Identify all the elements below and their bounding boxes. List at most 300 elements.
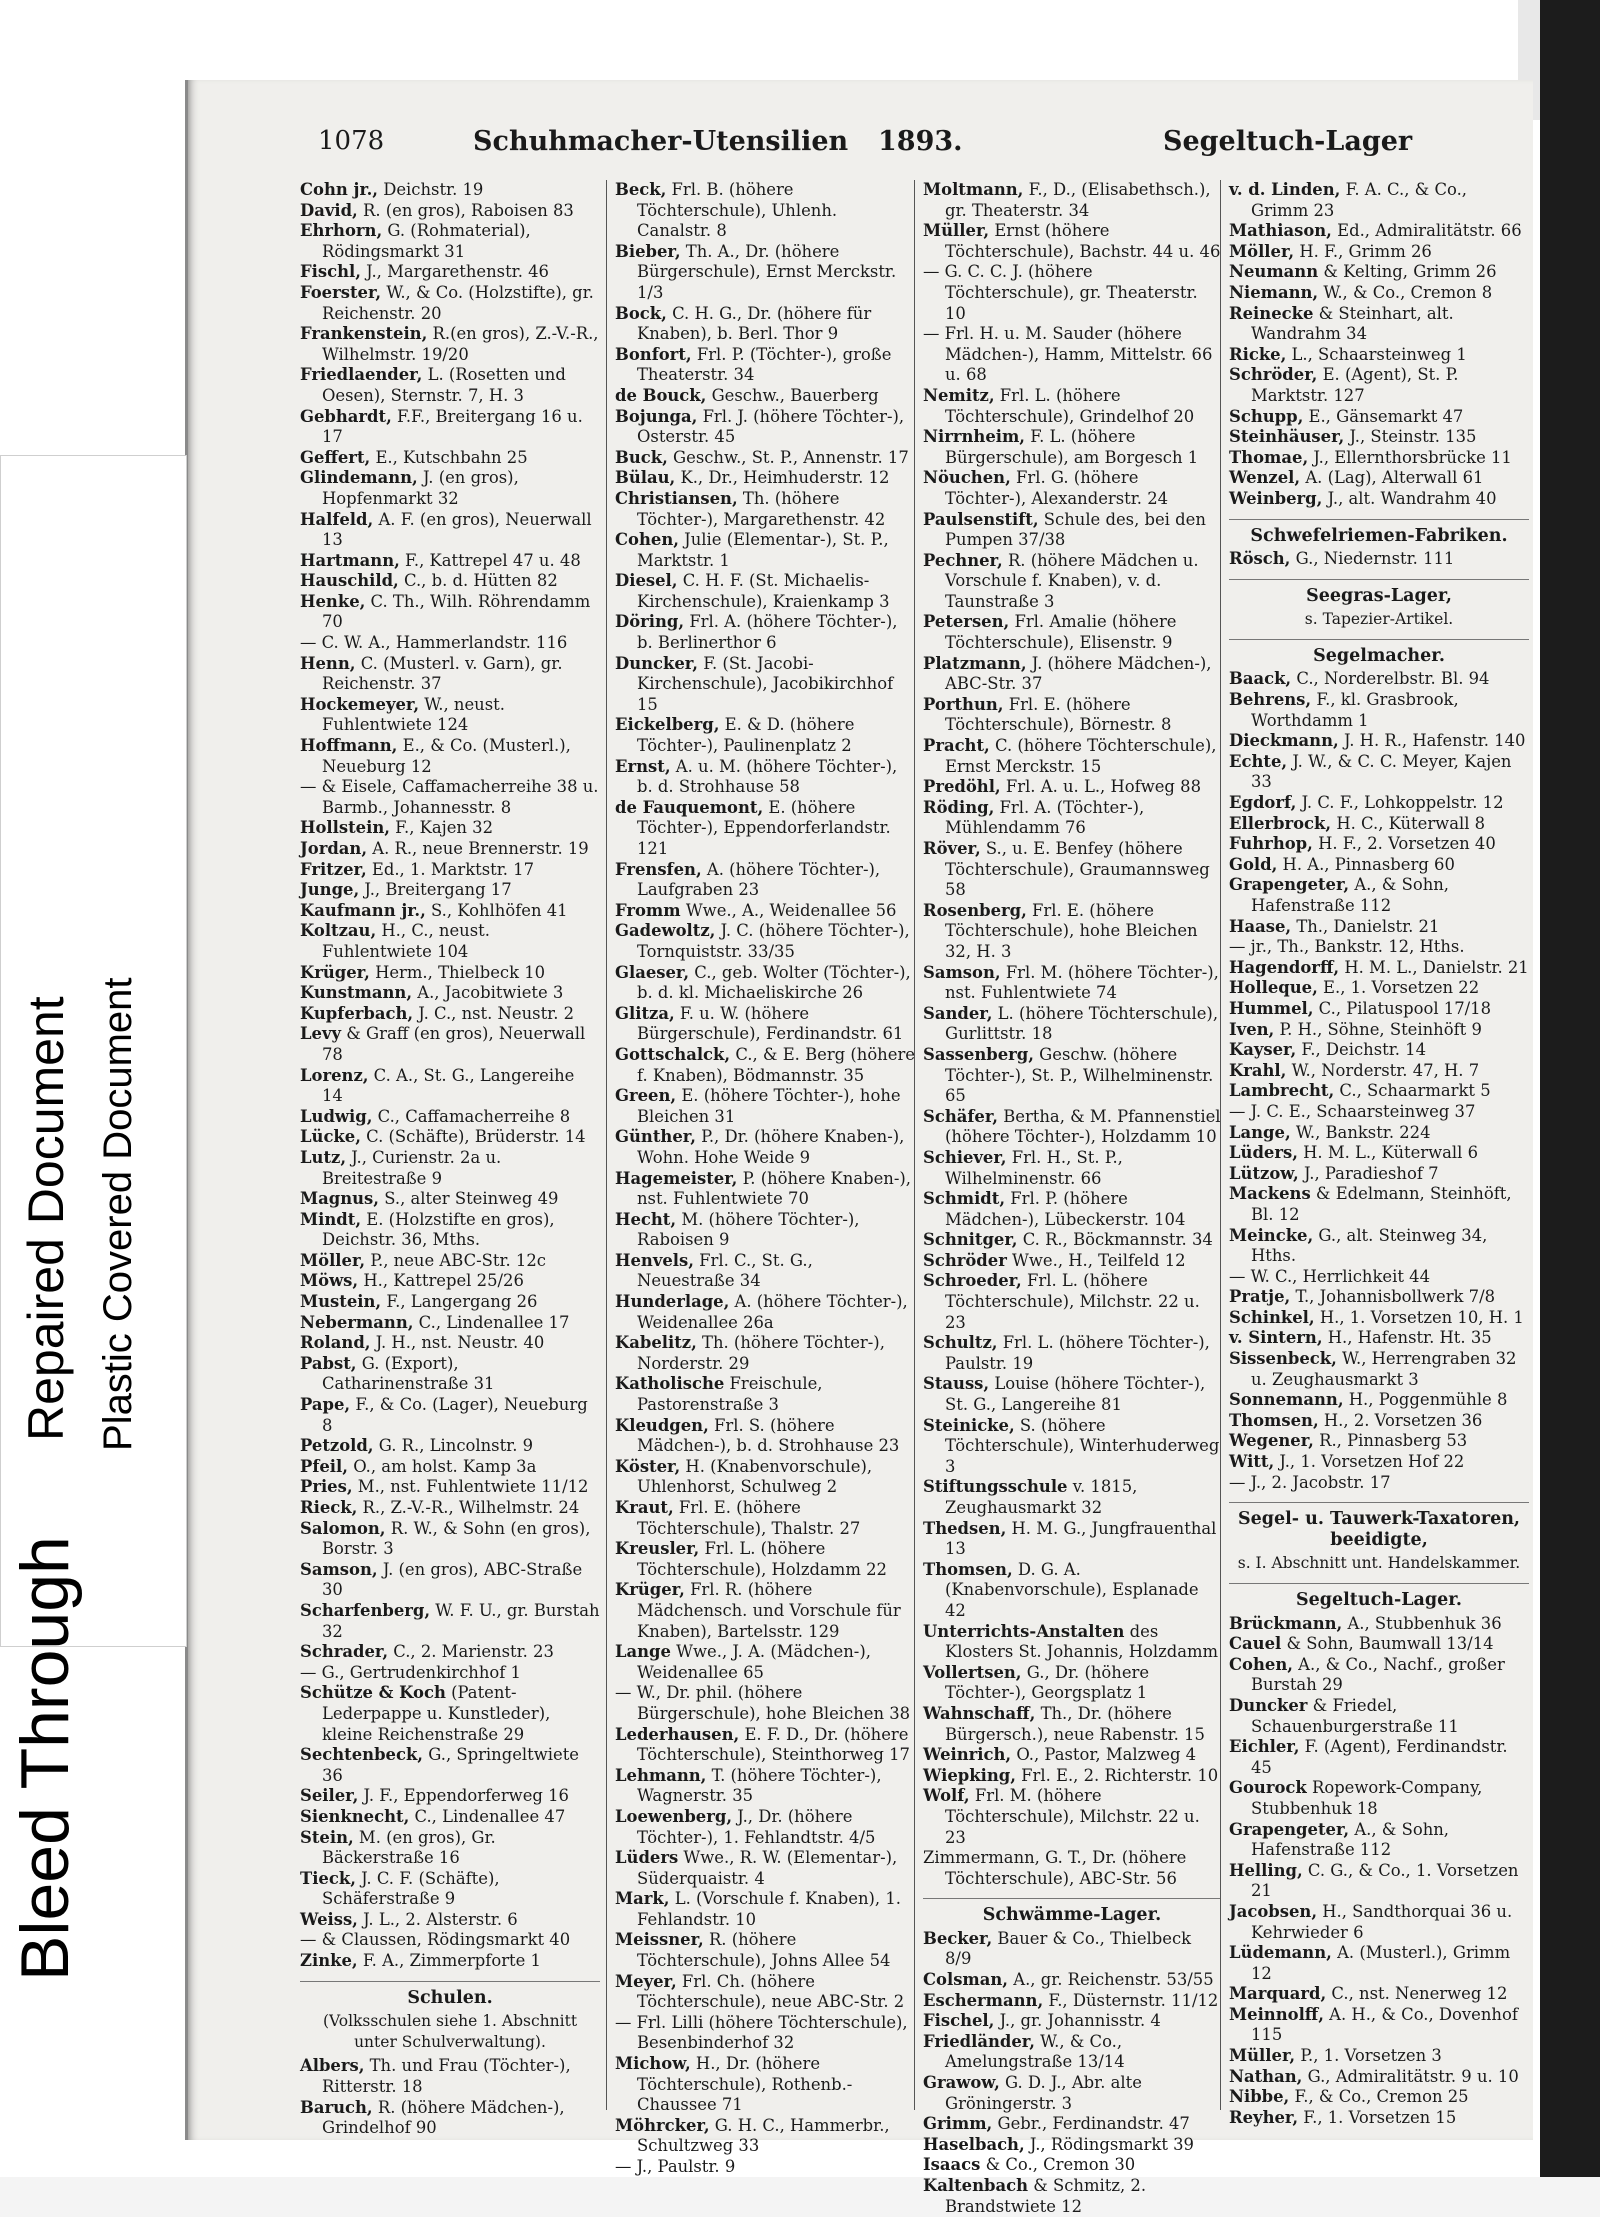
entry-name: Paulsenstift,: [923, 509, 1039, 529]
entry-details: G., Springeltwiete 36: [322, 1745, 580, 1785]
entry-details: R., Z.-V.-R., Wilhelmstr. 24: [362, 1498, 580, 1517]
entry-name: Pfeil,: [300, 1456, 348, 1476]
entry-name: Gebhardt,: [300, 406, 392, 426]
entry-details: Deichstr. 19: [383, 180, 484, 199]
entry-name: Dieckmann,: [1229, 731, 1339, 751]
entry-name: Levy: [300, 1024, 342, 1044]
entry-details: R. (höhere Mädchen-), Grindelhof 90: [322, 2097, 565, 2138]
entry-details: C. R., Böckmannstr. 34: [1022, 1230, 1213, 1250]
section-heading: Segeltuch-Lager.: [1229, 1583, 1529, 1611]
entry-details: G., Admiralitätstr. 9 u. 10: [1307, 2066, 1519, 2086]
directory-entry: [1229, 1102, 1529, 1123]
entry-name: Zinke,: [300, 1951, 358, 1971]
entry-name: Mindt,: [300, 1209, 362, 1229]
directory-entry: [923, 1148, 1221, 1189]
entry-details: L. (höhere Töchterschule), Gurlittstr. 18: [945, 1003, 1219, 1044]
entry-details: Ernst (höhere Töchterschule), Bachstr. 44 u. 46: [945, 221, 1221, 261]
directory-entry: [1229, 855, 1529, 876]
entry-name: Reinecke: [1229, 303, 1314, 323]
entry-details: G., Niedernstr. 111: [1295, 549, 1455, 569]
entry-name: Müller,: [923, 221, 990, 241]
directory-entry: [923, 1107, 1221, 1148]
directory-entry: [1229, 731, 1529, 752]
section-heading: Seegras-Lager,: [1229, 579, 1529, 607]
entry-name: Schinkel,: [1229, 1307, 1315, 1327]
entry-details: C. G., & Co., 1. Vorsetzen 21: [1251, 1860, 1519, 1901]
directory-entry: [615, 1333, 915, 1374]
entry-name: Fischel,: [923, 2011, 995, 2031]
entry-name: Samson,: [923, 962, 1001, 982]
directory-entry: [923, 262, 1221, 324]
directory-entry: [300, 283, 600, 324]
directory-entry: [300, 592, 600, 633]
entry-name: Unterrichts-Anstalten: [923, 1621, 1125, 1641]
entry-name: Green,: [615, 1086, 677, 1106]
directory-entry: [300, 695, 600, 736]
entry-details: F., kl. Grasbrook, Worthdamm 1: [1251, 690, 1459, 730]
directory-entry: [1229, 669, 1529, 690]
entry-name: Bülau,: [615, 468, 676, 488]
entry-details: A., Stubbenhuk 36: [1347, 1613, 1502, 1633]
entry-name: Hockemeyer,: [300, 694, 420, 714]
entry-name: Kraut,: [615, 1498, 674, 1517]
directory-entry: [923, 324, 1221, 386]
entry-name: Haselbach,: [923, 2134, 1025, 2154]
entry-name: Thomae,: [1229, 447, 1309, 467]
entry-details: J., Breitergang 17: [364, 880, 512, 900]
directory-entry: [1229, 978, 1529, 999]
directory-entry: [300, 1251, 600, 1272]
entry-details: C. Th., Wilh. Röhrendamm 70: [322, 591, 591, 632]
entry-name: Niemann,: [1229, 282, 1319, 302]
entry-details: C., geb. Wolter (Töchter-), b. d. kl. Michaeliskirche 26: [637, 962, 911, 1003]
entry-details: W., Herrengraben 32 u. Zeughausmarkt 3: [1251, 1349, 1517, 1389]
directory-entry: [923, 963, 1221, 1004]
entry-name: Fromm: [615, 900, 681, 920]
entry-name: Grapengeter,: [1229, 875, 1350, 895]
entry-name: Friedlaender,: [300, 365, 423, 385]
entry-details: S. (höhere Töchterschule), Winterhuderweg 3: [945, 1415, 1220, 1476]
directory-entry: [1229, 690, 1529, 731]
directory-entry: [1229, 814, 1529, 835]
directory-entry: [1229, 1349, 1529, 1390]
entry-name: Pechner,: [923, 550, 1003, 570]
directory-entry: [300, 1354, 600, 1395]
entry-name: Wolf,: [923, 1786, 970, 1806]
directory-entry: [300, 407, 600, 448]
entry-details: Frl. L. (höhere Töchterschule), Holzdamm 22: [637, 1539, 887, 1579]
entry-details: G., Dr. (höhere Töchter-), Georgsplatz 1: [945, 1662, 1150, 1703]
entry-details: E., & Co. (Musterl.), Neueburg 12: [322, 736, 571, 776]
directory-entry: [923, 798, 1221, 839]
directory-entry: [1229, 834, 1529, 855]
entry-name: Meyer,: [615, 1971, 677, 1991]
entry-details: Frl. J. (höhere Töchter-), Osterstr. 45: [637, 406, 905, 447]
directory-entry: [615, 1889, 915, 1930]
directory-entry: [1229, 262, 1529, 283]
entry-details: Frl. C., St. G., Neuestraße 34: [637, 1250, 813, 1291]
entry-name: Cauel: [1229, 1634, 1282, 1654]
directory-entry: [1229, 1614, 1529, 1635]
entry-name: Schnitger,: [923, 1230, 1018, 1250]
entry-details: & Steinhart, alt. Wandrahm 34: [1251, 303, 1454, 344]
entry-name: Möller,: [1229, 241, 1295, 261]
entry-details: J. C. F. (Schäfte), Schäferstraße 9: [322, 1868, 500, 1909]
entry-details: E., 1. Vorsetzen 22: [1323, 978, 1480, 998]
entry-name: Vollertsen,: [923, 1662, 1022, 1682]
entry-details: Frl. M. (höhere Töchter-), nst. Fuhlentwiete 74: [945, 962, 1219, 1003]
entry-details: — Frl. H. u. M. Sauder (höhere Mädchen-), Hamm, Mittelstr. 66 u. 68: [923, 324, 1213, 385]
entry-details: Frl. Amalie (höhere Töchterschule), Elisenstr. 9: [945, 612, 1177, 653]
entry-details: A. (Musterl.), Grimm 12: [1251, 1943, 1511, 1983]
directory-entry: [300, 1148, 600, 1189]
entry-details: S., Kohlhöfen 41: [431, 900, 568, 920]
entry-name: Meincke,: [1229, 1225, 1314, 1245]
section-heading: Schulen.: [300, 1981, 600, 2009]
directory-entry: [615, 1127, 915, 1168]
entry-details: C., Norderelbstr. Bl. 94: [1296, 669, 1490, 689]
entry-details: T. (höhere Töchter-), Wagnerstr. 35: [637, 1765, 882, 1806]
directory-entry: [615, 921, 915, 962]
entry-name: Roland,: [300, 1333, 371, 1353]
section-note: s. Tapezier-Artikel.: [1304, 610, 1454, 629]
entry-name: Witt,: [1229, 1452, 1275, 1472]
entry-details: F., Deichstr. 14: [1301, 1040, 1426, 1060]
entry-name: Pabst,: [300, 1353, 357, 1373]
directory-entry: [1229, 2046, 1529, 2067]
entry-details: Wwe., R. W. (Elementar-), Süderquaistr. 4: [637, 1848, 898, 1888]
directory-entry: [300, 365, 600, 406]
directory-entry: [615, 530, 915, 571]
entry-details: A., & Co., Nachf., großer Burstah 29: [1251, 1654, 1505, 1695]
directory-entry: [615, 1683, 915, 1724]
directory-entry: [923, 1745, 1221, 1766]
directory-entry: [615, 1251, 915, 1292]
directory-entry: [300, 1477, 600, 1498]
entry-details: A., & Sohn, Hafenstraße 112: [1251, 875, 1450, 915]
entry-name: Salomon,: [300, 1518, 386, 1538]
entry-details: C., Lindenallee 17: [418, 1312, 570, 1332]
directory-entry: [300, 901, 600, 922]
entry-details: F., & Co., Cremon 25: [1294, 2087, 1469, 2107]
entry-name: Eschermann,: [923, 1990, 1044, 2010]
directory-entry: [615, 1539, 915, 1580]
entry-name: Isaacs: [923, 2155, 981, 2175]
directory-entry: [1229, 489, 1529, 510]
entry-name: Gottschalck,: [615, 1044, 731, 1064]
entry-name: Sander,: [923, 1003, 993, 1023]
entry-details: A., & Sohn, Hafenstraße 112: [1251, 1819, 1450, 1860]
entry-details: F., Kattrepel 47 u. 48: [405, 550, 581, 570]
directory-entry: [923, 839, 1221, 901]
entry-details: R.(en gros), Z.-V.-R., Wilhelmstr. 19/20: [322, 324, 599, 364]
entry-details: C., Schaarmarkt 5: [1339, 1081, 1491, 1101]
entry-name: Röver,: [923, 839, 981, 858]
entry-details: Frl. A. (höhere Töchter-), b. Berlinerthor 6: [637, 612, 898, 653]
directory-column-1: [298, 180, 600, 2138]
directory-entry: [300, 1828, 600, 1869]
entry-details: C., & E. Berg (höhere f. Knaben), Bödmannstr. 35: [637, 1044, 915, 1085]
entry-details: W., & Co., Cremon 8: [1323, 282, 1493, 302]
directory-entry: [1229, 1778, 1529, 1819]
directory-entry: [1229, 875, 1529, 916]
entry-name: Sechtenbeck,: [300, 1745, 424, 1765]
directory-entry: [923, 901, 1221, 963]
entry-name: Lange: [615, 1642, 671, 1662]
entry-details: J. C. (höhere Töchter-), Tornquiststr. 33/35: [637, 921, 910, 961]
entry-details: H., C., neust. Fuhlentwiete 104: [322, 921, 490, 961]
entry-details: P., 1. Vorsetzen 3: [1300, 2046, 1442, 2066]
directory-entry: [300, 1395, 600, 1436]
directory-entry: [1229, 468, 1529, 489]
entry-details: C., b. d. Hütten 82: [404, 571, 558, 591]
directory-entry: [923, 1477, 1221, 1518]
entry-details: C., Caffamacherreihe 8: [377, 1106, 571, 1126]
directory-entry: [923, 736, 1221, 777]
entry-details: P. H., Söhne, Steinhöft 9: [1279, 1019, 1482, 1039]
entry-name: Grapengeter,: [1229, 1819, 1350, 1839]
entry-details: P. (höhere Knaben-), nst. Fuhlentwiete 70: [637, 1168, 912, 1209]
entry-name: Hollstein,: [300, 818, 390, 838]
directory-entry: [1229, 242, 1529, 263]
entry-details: P., Dr. (höhere Knaben-), Wohn. Hohe Weide 9: [637, 1127, 905, 1167]
entry-details: C. H. F. (St. Michaelis-Kirchenschule), Kraienkamp 3: [637, 571, 890, 611]
directory-entry: [615, 901, 915, 922]
entry-name: Lambrecht,: [1229, 1081, 1335, 1101]
entry-name: Kaufmann jr.,: [300, 900, 426, 920]
entry-name: Schröder,: [1229, 365, 1318, 385]
entry-details: A., Jacobitwiete 3: [417, 983, 564, 1003]
entry-details: G. R., Lincolnstr. 9: [378, 1436, 534, 1456]
entry-details: J. (höhere Mädchen-), ABC-Str. 37: [945, 653, 1212, 694]
section-heading: Segel- u. Tauwerk-Taxatoren, beeidigte,: [1229, 1502, 1529, 1550]
entry-name: Ludwig,: [300, 1106, 373, 1126]
directory-entry: [300, 1313, 600, 1334]
entry-name: Kreusler,: [615, 1539, 700, 1559]
entry-details: W., Bankstr. 224: [1295, 1122, 1431, 1142]
entry-details: F., Langergang 26: [386, 1292, 538, 1312]
directory-entry: [923, 2114, 1221, 2135]
entry-details: J. H. R., Hafenstr. 140: [1343, 731, 1526, 751]
entry-details: R. (en gros), Raboisen 83: [362, 200, 574, 220]
entry-details: Julie (Elementar-), St. P., Marktstr. 1: [637, 530, 889, 570]
entry-name: Haase,: [1229, 916, 1292, 936]
directory-entry: [923, 468, 1221, 509]
entry-details: Frl. E. (höhere Töchterschule), Börnestr. 8: [945, 694, 1172, 735]
entry-details: Wwe., H., Teilfeld 12: [1012, 1250, 1186, 1270]
entry-name: Grimm,: [923, 2114, 993, 2134]
directory-entry: [300, 1436, 600, 1457]
directory-entry: [300, 201, 600, 222]
entry-name: Lutz,: [300, 1147, 347, 1167]
entry-name: Bieber,: [615, 241, 681, 261]
entry-details: Th. A., Dr. (höhere Bürgerschule), Ernst Merckstr. 1/3: [637, 241, 897, 302]
entry-name: Petzold,: [300, 1436, 374, 1456]
entry-details: J. F., Eppendorferweg 16: [363, 1786, 569, 1806]
entry-details: C., nst. Nenerweg 12: [1331, 1984, 1508, 2004]
entry-details: — G. C. C. J. (höhere Töchterschule), gr. Theaterstr. 10: [923, 262, 1198, 323]
entry-name: Pries,: [300, 1477, 353, 1497]
entry-name: Pracht,: [923, 736, 990, 756]
entry-details: O., Pastor, Malzweg 4: [1016, 1745, 1197, 1765]
directory-entry: [923, 1929, 1221, 1970]
entry-details: E., Gänsemarkt 47: [1308, 406, 1464, 426]
entry-details: Gebr., Ferdinandstr. 47: [997, 2114, 1190, 2134]
entry-details: E. (Agent), St. P. Marktstr. 127: [1251, 365, 1459, 405]
entry-details: L., Schaarsteinweg 1: [1291, 344, 1467, 364]
entry-details: H., Dr. (höhere Töchterschule), Rothenb.-Chaussee 71: [637, 2054, 853, 2115]
entry-name: Jordan,: [300, 839, 368, 858]
entry-details: & Sohn, Baumwall 13/14: [1286, 1634, 1494, 1654]
entry-details: H. C., Küterwall 8: [1336, 813, 1486, 833]
entry-details: F., Düsternstr. 11/12: [1048, 1990, 1219, 2010]
entry-name: Samson,: [300, 1559, 378, 1579]
entry-details: Frl. L. (höhere Töchterschule), Milchstr. 22 u. 23: [945, 1271, 1200, 1332]
entry-details: J. H., nst. Neustr. 40: [375, 1333, 545, 1353]
entry-name: Schäfer,: [923, 1106, 998, 1126]
entry-name: Weinberg,: [1229, 488, 1323, 508]
entry-name: Möws,: [300, 1271, 359, 1291]
directory-entry: [300, 221, 600, 262]
entry-details: F., 1. Vorsetzen 15: [1303, 2107, 1457, 2127]
entry-name: Rieck,: [300, 1498, 358, 1517]
entry-name: Baack,: [1229, 669, 1292, 689]
entry-name: Fischl,: [300, 262, 361, 282]
entry-details: J. C. F., Lohkoppelstr. 12: [1301, 793, 1504, 813]
directory-entry: [615, 1725, 915, 1766]
entry-name: Rösch,: [1229, 549, 1291, 569]
entry-name: Bock,: [615, 303, 667, 323]
entry-details: J., alt. Wandrahm 40: [1327, 488, 1497, 508]
entry-name: Cohn jr.,: [300, 180, 378, 199]
directory-entry: [923, 1416, 1221, 1478]
entry-name: Frankenstein,: [300, 324, 428, 344]
directory-entry: [1229, 304, 1529, 345]
entry-name: Ehrhorn,: [300, 221, 383, 241]
entry-name: David,: [300, 200, 358, 220]
entry-details: W., Norderstr. 47, H. 7: [1291, 1060, 1480, 1080]
directory-entry: [300, 860, 600, 881]
entry-details: A. (Lag), Alterwall 61: [1305, 468, 1484, 488]
entry-name: Glindemann,: [300, 468, 418, 488]
directory-entry: [300, 1786, 600, 1807]
directory-entry: [923, 1991, 1221, 2012]
entry-name: Eickelberg,: [615, 715, 720, 735]
directory-entry: [615, 180, 915, 242]
directory-entry: [300, 2098, 600, 2139]
entry-name: Krüger,: [300, 962, 370, 982]
directory-entry: [923, 510, 1221, 551]
entry-name: Wiepking,: [923, 1765, 1016, 1785]
directory-column-4: [1220, 180, 1529, 2127]
directory-entry: [615, 1169, 915, 1210]
entry-details: Ed., 1. Marktstr. 17: [371, 859, 535, 879]
directory-entry: [300, 448, 600, 469]
directory-entry: [1229, 917, 1529, 938]
entry-details: W., & Co. (Holzstifte), gr. Reichenstr. 20: [322, 282, 594, 323]
entry-details: Frl. A. u. L., Hofweg 88: [1005, 777, 1201, 797]
entry-name: Mark,: [615, 1889, 670, 1909]
directory-entry: [923, 2155, 1221, 2176]
entry-name: Henn,: [300, 653, 356, 673]
entry-details: Frl. L. (höhere Töchterschule), Grindelhof 20: [945, 385, 1195, 426]
entry-details: J., Rödingsmarkt 39: [1029, 2134, 1194, 2154]
entry-details: H., 2. Vorsetzen 36: [1323, 1410, 1483, 1430]
entry-details: — & Eisele, Caffamacherreihe 38 u. Barmb., Johannesstr. 8: [300, 777, 599, 817]
entry-details: & Kelting, Grimm 26: [1323, 262, 1497, 282]
entry-details: F., D., (Elisabethsch.), gr. Theaterstr. 34: [945, 180, 1211, 220]
entry-details: G., alt. Steinweg 34, Hths.: [1251, 1225, 1488, 1266]
entry-name: Christiansen,: [615, 488, 738, 508]
directory-entry: [615, 1930, 915, 1971]
entry-name: Nöuchen,: [923, 468, 1011, 488]
directory-entry: [923, 1622, 1221, 1663]
entry-details: J. W., & C. C. Meyer, Kajen 33: [1251, 751, 1512, 792]
directory-entry: [1229, 1164, 1529, 1185]
entry-name: Helling,: [1229, 1860, 1303, 1880]
directory-entry: [1229, 1308, 1529, 1329]
directory-entry: [923, 1970, 1221, 1991]
entry-name: Scharfenberg,: [300, 1600, 431, 1620]
entry-details: Frl. R. (höhere Mädchensch. und Vorschule für Knaben), Bartelsstr. 129: [637, 1580, 901, 1641]
directory-entry: [615, 386, 915, 407]
entry-details: A. F. (en gros), Neuerwall 13: [322, 509, 592, 550]
directory-entry: [923, 1333, 1221, 1374]
directory-entry: [1229, 752, 1529, 793]
entry-name: Hecht,: [615, 1209, 677, 1229]
directory-entry: [615, 963, 915, 1004]
directory-entry: [300, 736, 600, 777]
entry-details: Frl. P. (Töchter-), große Theaterstr. 34: [637, 344, 892, 385]
entry-details: Frl. P. (höhere Mädchen-), Lübeckerstr. 104: [945, 1189, 1186, 1229]
entry-name: Meissner,: [615, 1930, 704, 1950]
entry-name: Lehmann,: [615, 1765, 707, 1785]
entry-details: — W. C., Herrlichkeit 44: [1229, 1266, 1430, 1286]
directory-entry: [1229, 1020, 1529, 1041]
directory-entry: [1229, 1634, 1529, 1655]
entry-details: & Co., Cremon 30: [985, 2155, 1136, 2175]
entry-name: Kupferbach,: [300, 1003, 414, 1023]
entry-details: Frl. L. (höhere Töchter-), Paulstr. 19: [945, 1333, 1210, 1373]
entry-details: H. A., Pinnasberg 60: [1282, 854, 1455, 874]
entry-details: Freischule, Pastorenstraße 3: [637, 1374, 823, 1415]
entry-details: Th. (höhere Töchter-), Norderstr. 29: [637, 1333, 885, 1373]
entry-name: Halfeld,: [300, 509, 374, 529]
directory-entry: [300, 262, 600, 283]
entry-name: Köster,: [615, 1456, 681, 1476]
directory-entry: [1229, 2108, 1529, 2129]
section-heading: Schwämme-Lager.: [923, 1898, 1221, 1926]
directory-entry: [923, 695, 1221, 736]
entry-name: Stiftungsschule: [923, 1477, 1068, 1497]
directory-entry: [923, 180, 1221, 221]
entry-name: Becker,: [923, 1928, 993, 1948]
entry-details: H. M. L., Danielstr. 21: [1344, 957, 1529, 977]
entry-name: v. d. Linden,: [1229, 180, 1341, 199]
entry-details: v. 1815, Zeughausmarkt 32: [945, 1477, 1138, 1517]
entry-details: des Klosters St. Johannis, Holzdamm: [945, 1621, 1219, 1662]
entry-details: Herm., Thielbeck 10: [375, 962, 546, 982]
directory-entry: [923, 612, 1221, 653]
directory-entry: [300, 1127, 600, 1148]
entry-name: Platzmann,: [923, 653, 1027, 673]
entry-details: Th. und Frau (Töchter-), Ritterstr. 18: [322, 2056, 571, 2097]
entry-name: Henvels,: [615, 1250, 694, 1270]
entry-details: H., Sandthorquai 36 u. Kehrwieder 6: [1251, 1901, 1513, 1942]
entry-details: Frl. A. (Töchter-), Mühlendamm 76: [945, 797, 1145, 838]
entry-name: Sissenbeck,: [1229, 1349, 1337, 1369]
directory-entry: [923, 1004, 1221, 1045]
